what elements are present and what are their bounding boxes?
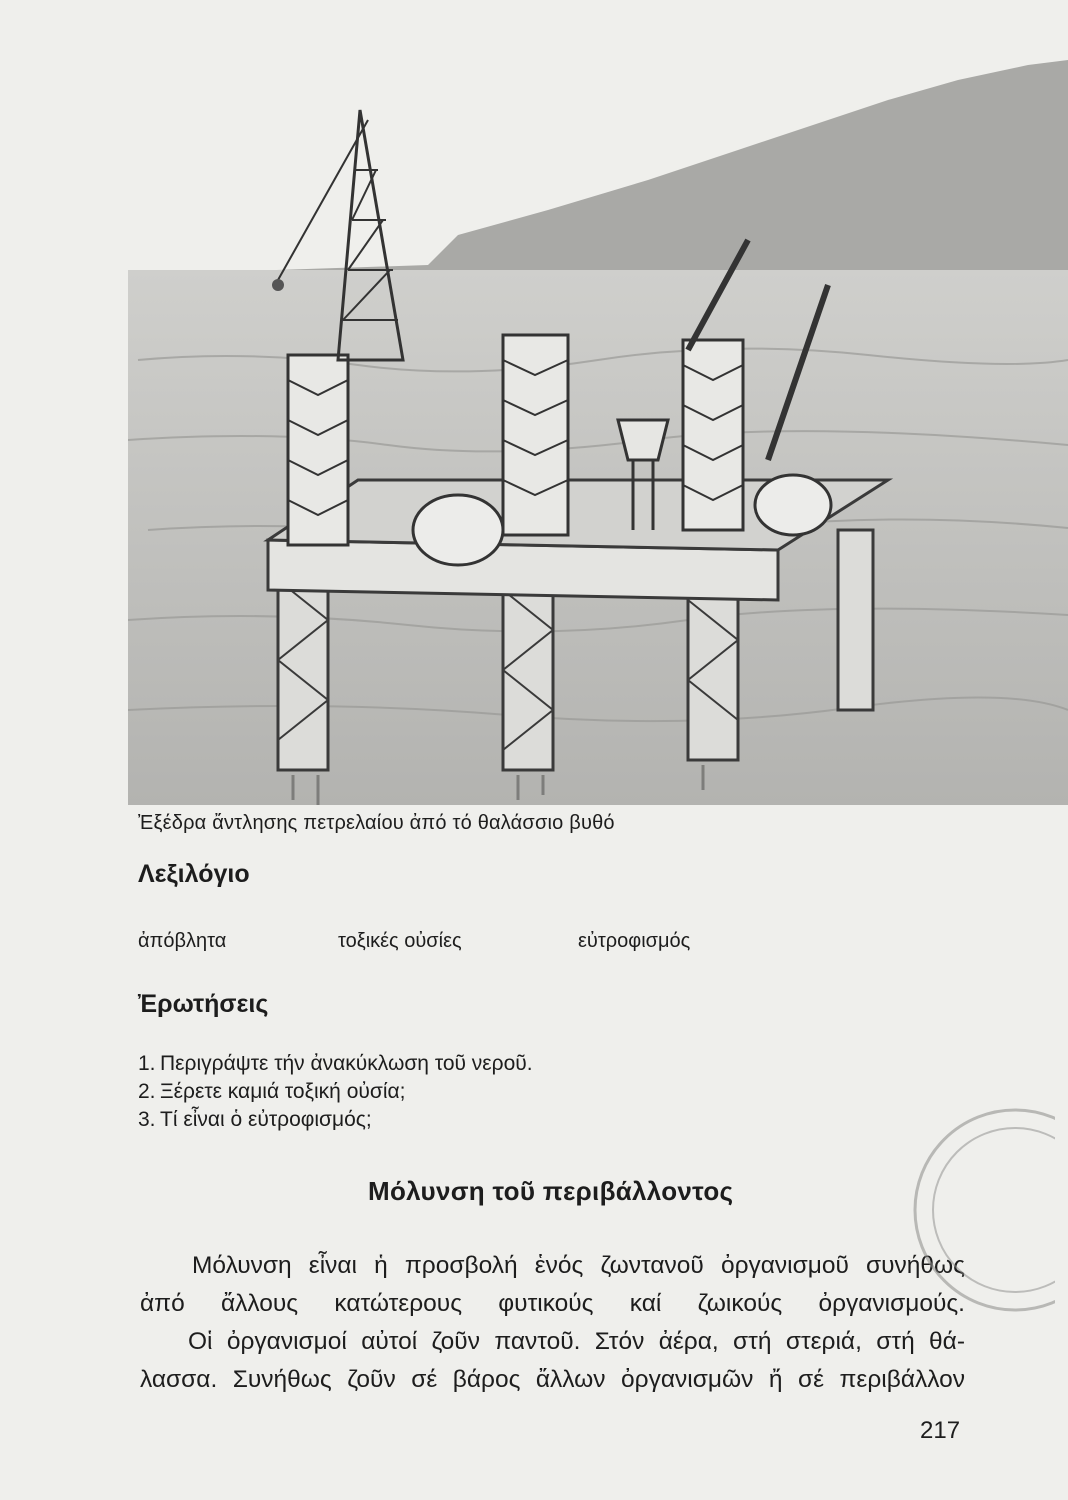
body-line: λασσα. Συνήθως ζοῦν σέ βάρος ἄλλων ὀργανισμῶν ἤ σέ περιβάλλον	[140, 1366, 965, 1393]
page-number: 217	[920, 1417, 961, 1444]
vocabulary-title: Λεξιλόγιο	[138, 860, 250, 888]
body-line: ἀπό ἄλλους κατώτερους φυτικούς καί ζωικούς ὀργανισμούς.	[140, 1290, 965, 1317]
vocabulary-word: εὐτροφισμός	[578, 930, 691, 952]
questions-list	[138, 1050, 533, 1134]
question-text: Περιγράψτε τήν ἀνακύκλωση τοῦ νεροῦ.	[160, 1052, 533, 1075]
oil-platform-drawing	[128, 60, 1068, 805]
vocabulary-word: τοξικές οὐσίες	[338, 930, 462, 952]
section-heading: Μόλυνση τοῦ περιβάλλοντος	[368, 1176, 734, 1206]
body-line: Μόλυνση εἶναι ἡ προσβολή ἑνός ζωντανοῦ ὀργανισμοῦ συνήθως	[192, 1252, 965, 1279]
list-item	[138, 1078, 533, 1106]
body-text	[140, 1247, 965, 1399]
question-number: 1.	[138, 1052, 156, 1075]
list-item	[138, 1050, 533, 1078]
question-number: 2.	[138, 1080, 156, 1103]
question-text: Ξέρετε καμιά τοξική οὐσία;	[160, 1080, 406, 1103]
body-line: Οἱ ὀργανισμοί αὐτοί ζοῦν παντοῦ. Στόν ἀέρα, στή στεριά, στή θά-	[188, 1328, 965, 1355]
illustration-caption: Ἐξέδρα ἄντλησης πετρελαίου ἀπό τό θαλάσσιο βυθό	[138, 812, 615, 834]
question-number: 3.	[138, 1108, 156, 1131]
question-text: Τί εἶναι ὁ εὐτροφισμός;	[160, 1108, 372, 1131]
library-stamp	[905, 1095, 1055, 1325]
questions-title: Ἐρωτήσεις	[138, 990, 269, 1018]
list-item	[138, 1106, 533, 1134]
vocabulary-word: ἀπόβλητα	[138, 930, 227, 952]
